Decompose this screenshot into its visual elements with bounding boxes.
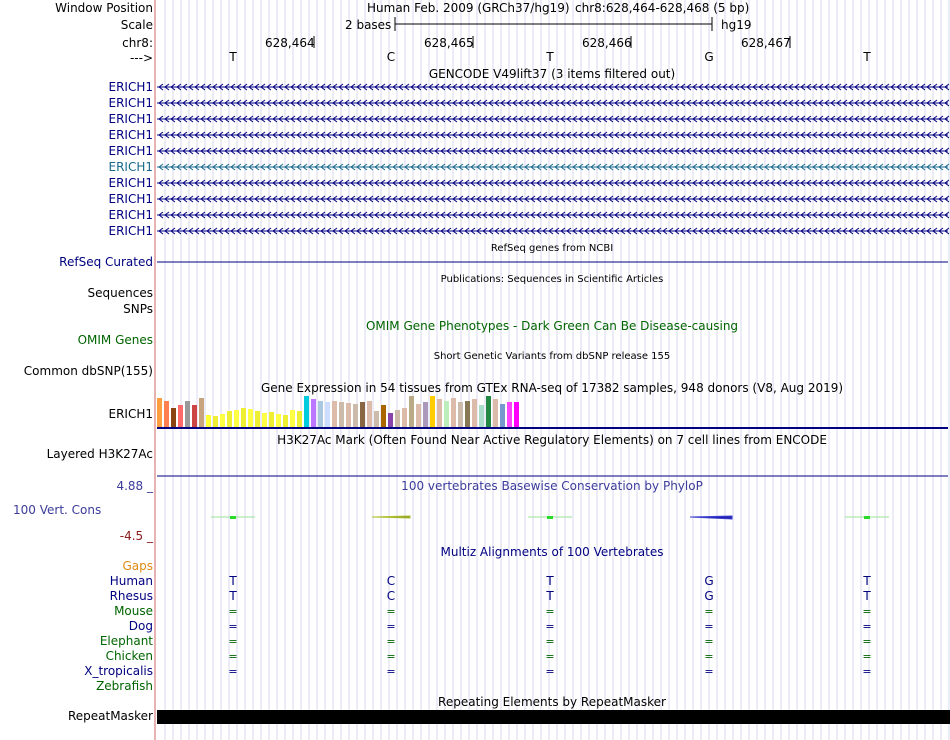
sequence-base: T [863,50,871,64]
sequence-base: T [546,50,554,64]
gtex-tissue-bar [332,401,337,427]
gene-label[interactable]: ERICH1 [108,208,153,222]
species-label[interactable]: Human [109,574,153,588]
gene-label[interactable]: ERICH1 [108,224,153,238]
gene-label[interactable]: ERICH1 [108,144,153,158]
gtex-tissue-bar [486,396,491,427]
publications-sequences-label[interactable]: Sequences [87,286,153,300]
gtex-tissue-bar [206,415,211,427]
scale-size-text: 2 bases [345,18,392,32]
repeatmasker-block [157,710,950,724]
alignment-base: = [386,605,396,618]
sequence-base: T [229,50,237,64]
species-label[interactable]: Zebrafish [96,679,153,693]
species-label[interactable]: Chicken [105,649,153,663]
gene-label[interactable]: ERICH1 [108,160,153,174]
position-text: chr8:628,464-628,468 (5 bp) [575,1,750,15]
repeatmasker-track-title[interactable]: Repeating Elements by RepeatMasker [438,695,666,709]
alignment-base: T [229,574,237,588]
gtex-tissue-bar [304,396,309,427]
coordinate-label: 628,466 [582,36,632,50]
gene-label[interactable]: ERICH1 [108,112,153,126]
gtex-tissue-bar [220,414,225,427]
gtex-tissue-bar [297,411,302,427]
alignment-base: = [545,665,555,678]
gtex-tissue-bar [430,396,435,427]
alignment-base: = [228,665,238,678]
publications-track-title[interactable]: Publications: Sequences in Scientific Articles [440,274,664,285]
alignment-base: = [228,650,238,663]
gtex-tissue-bar [472,399,477,427]
coordinate-label: 628,465 [424,36,474,50]
window-position-label: Window Position [55,1,153,15]
gtex-tissue-bar [465,401,470,427]
gtex-tissue-bar [402,408,407,427]
scale-label: Scale [120,18,153,32]
alignment-base: T [863,589,871,603]
alignment-base: = [704,635,714,648]
gtex-tissue-bar [269,412,274,427]
omim-track-title[interactable]: OMIM Gene Phenotypes - Dark Green Can Be Disease-causing [365,319,739,333]
conservation-min-label: -4.5 _ [119,529,153,543]
gtex-tissue-bar [479,405,484,427]
gene-label[interactable]: ERICH1 [108,96,153,110]
gtex-tissue-bar [346,403,351,427]
gtex-tissue-bar [192,405,197,427]
alignment-base: = [545,605,555,618]
species-label[interactable]: Mouse [114,604,153,618]
gtex-tissue-bar [199,398,204,427]
assembly-text: Human Feb. 2009 (GRCh37/hg19) [367,1,570,15]
gtex-tissue-bar [339,402,344,427]
alignment-base: T [863,574,871,588]
gtex-tissue-bar [360,402,365,427]
gtex-tissue-bar [409,396,414,427]
gtex-tissue-bar [185,401,190,427]
gene-label[interactable]: ERICH1 [108,80,153,94]
conservation-mark [690,516,732,519]
gtex-tissue-bar [507,402,512,427]
gtex-tissue-bar [325,402,330,427]
refseq-track-title[interactable]: RefSeq genes from NCBI [490,243,614,254]
alignment-base: C [386,589,396,603]
scale-db-text: hg19 [721,18,752,32]
gtex-tissue-bar [213,416,218,427]
gtex-tissue-bar [290,410,295,427]
species-label[interactable]: Elephant [99,634,153,648]
gtex-tissue-bar [381,405,386,427]
alignment-base: = [862,650,872,663]
gtex-tissue-bar [255,411,260,427]
gtex-tissue-bar [451,398,456,427]
gtex-tissue-bar [318,401,323,427]
alignment-base: = [228,635,238,648]
conservation-label[interactable]: 100 Vert. Cons [13,503,102,517]
alignment-base: = [386,620,396,633]
alignment-base: T [229,589,237,603]
dbsnp-track-title[interactable]: Short Genetic Variants from dbSNP release 155 [433,351,671,362]
conservation-mark [864,516,870,519]
h3k27ac-label[interactable]: Layered H3K27Ac [46,447,153,461]
alignment-base: = [862,665,872,678]
gtex-tissue-bar [367,401,372,427]
gtex-tissue-bar [353,404,358,427]
species-label[interactable]: Dog [128,619,153,633]
gtex-tissue-bar [234,410,239,427]
omim-label[interactable]: OMIM Genes [77,333,153,347]
alignment-base: = [704,650,714,663]
gtex-tissue-bar [164,401,169,427]
gtex-tissue-bar [227,411,232,427]
gtex-tissue-bar [262,413,267,427]
alignment-base: T [546,589,554,603]
species-label[interactable]: Rhesus [109,589,153,603]
conservation-mark [547,516,553,519]
gtex-tissue-bar [388,413,393,427]
gtex-tissue-bar [423,402,428,427]
conservation-mark [230,516,236,519]
dbsnp-label[interactable]: Common dbSNP(155) [23,364,153,378]
gene-label[interactable]: ERICH1 [108,192,153,206]
gtex-track-title[interactable]: Gene Expression in 54 tissues from GTEx RNA-seq of 17382 samples, 948 donors (V8, Aug 2019) [260,381,844,395]
gtex-tissue-bar [493,399,498,427]
alignment-base: G [704,589,714,603]
gtex-tissue-bar [178,405,183,427]
h3k27ac-track-title[interactable]: H3K27Ac Mark (Often Found Near Active Regulatory Elements) on 7 cell lines from ENCODE [277,433,827,447]
species-label[interactable]: X_tropicalis [84,664,153,678]
publications-snps-label[interactable]: SNPs [123,302,153,316]
repeatmasker-label[interactable]: RepeatMasker [67,709,153,723]
gtex-tissue-bar [458,402,463,427]
refseq-label[interactable]: RefSeq Curated [59,255,153,269]
coordinate-label: 628,464 [265,36,315,50]
gtex-tissue-bar [514,402,519,427]
gtex-tissue-bar [283,415,288,427]
gaps-label[interactable]: Gaps [122,559,153,573]
alignment-base: = [386,650,396,663]
alignment-base: = [386,635,396,648]
alignment-base: = [704,620,714,633]
multiz-track-title[interactable]: Multiz Alignments of 100 Vertebrates [440,545,664,559]
conservation-max-label: 4.88 _ [116,479,153,493]
conservation-mark [372,516,410,518]
gtex-tissue-bar [276,414,281,427]
gtex-tissue-bar [395,410,400,427]
gtex-tissue-bar [171,408,176,427]
alignment-base: T [546,574,554,588]
alignment-base: = [228,620,238,633]
gtex-tissue-bar [444,401,449,427]
chrom-label: chr8: [122,36,153,50]
gtex-tissue-bar [416,404,421,427]
alignment-base: = [704,665,714,678]
strand-label: ---> [129,51,153,65]
gene-label[interactable]: ERICH1 [108,128,153,142]
conservation-track-title[interactable]: 100 vertebrates Basewise Conservation by PhyloP [401,479,703,493]
alignment-base: = [862,605,872,618]
gtex-tissue-bar [241,408,246,427]
alignment-base: C [386,574,396,588]
sequence-base: G [704,50,714,64]
alignment-base: G [704,574,714,588]
gtex-tissue-bar [157,398,162,427]
alignment-base: = [545,635,555,648]
gtex-tissue-bar [374,411,379,427]
alignment-base: = [862,620,872,633]
gtex-gene-label[interactable]: ERICH1 [108,407,153,421]
gencode-track-title[interactable]: GENCODE V49lift37 (3 items filtered out) [428,67,676,81]
coordinate-label: 628,467 [741,36,791,50]
gtex-tissue-bar [437,399,442,427]
gtex-tissue-bar [248,409,253,427]
alignment-base: = [386,665,396,678]
alignment-base: = [545,620,555,633]
alignment-base: = [704,605,714,618]
alignment-base: = [228,605,238,618]
alignment-base: = [862,635,872,648]
sequence-base: C [386,50,396,64]
gene-label[interactable]: ERICH1 [108,176,153,190]
alignment-base: = [545,650,555,663]
gtex-tissue-bar [500,404,505,427]
gtex-tissue-bar [311,399,316,427]
